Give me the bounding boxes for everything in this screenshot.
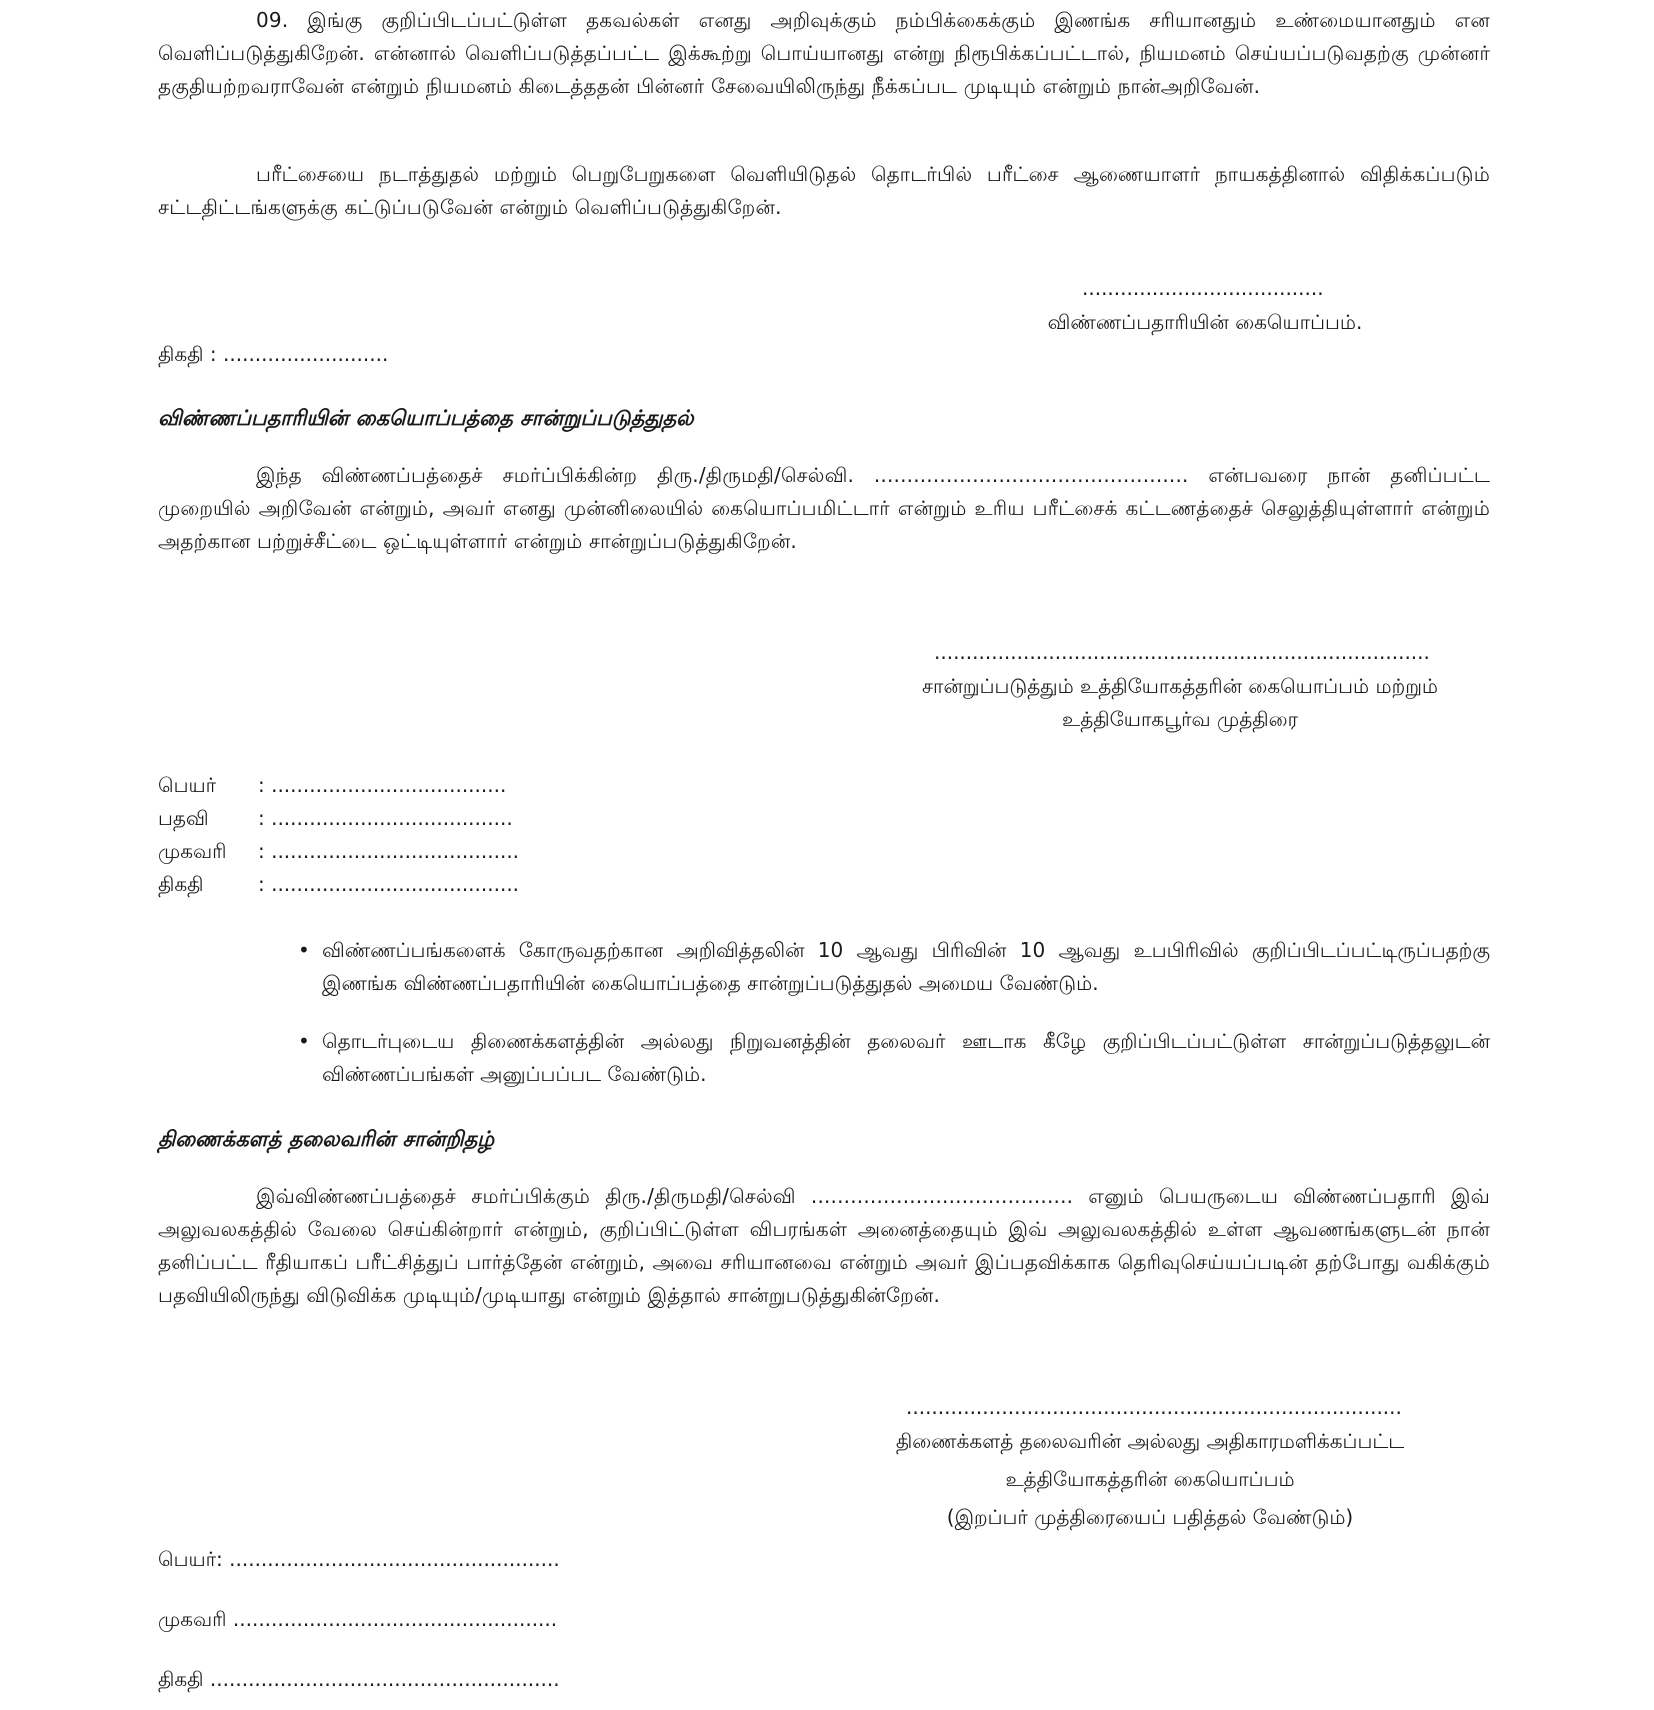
certifier-address-field: [158, 835, 519, 868]
declaration-paragraph-1: 09. இங்கு குறிப்பிடப்பட்டுள்ள தகவல்கள் எனது அறிவுக்கும் நம்பிக்கைக்கும் இணங்க சரியானதும் உண்மையானதும் என வெளிப்படுத்துகிறேன். என்னால் வெளிப்படுத்தப்பட்ட இக்கூற்று பொய்யானது என்று நிரூபிக்கப்பட்டால், நியமனம் செய்யப்படுவதற்கு முன்னர் தகுதியற்றவராவேன் என்றும் நியமனம் கிடைத்ததன் பின்னர் சேவையிலிருந்து நீக்கப்பட முடியும் என்றும் நான்அறிவேன்.: [158, 8, 1490, 98]
note-bullet-1: [298, 934, 1490, 1000]
declaration-paragraph-2: பரீட்சையை நடாத்துதல் மற்றும் பெறுபேறுகளை வெளியிடுதல் தொடர்பில் பரீட்சை ஆணையாளர் நாயகத்தினால் விதிக்கப்படும் சட்டதிட்டங்களுக்கு கட்டுப்படுவேன் என்றும் வெளிப்படுத்துகிறேன்.: [158, 162, 1490, 219]
certifier-designation-field: [158, 802, 513, 835]
certifying-officer-signature-caption-1: சான்றுப்படுத்தும் உத்தியோகத்தரின் கையொப்பம் மற்றும்: [921, 674, 1439, 698]
certifier-designation-value: : ......................................: [258, 806, 513, 830]
head-signature-caption-1: திணைக்களத் தலைவரின் அல்லது அதிகாரமளிக்கப்பட்ட: [895, 1429, 1405, 1453]
head-address-line: முகவரி ...................................................: [158, 1607, 558, 1631]
head-signature-caption-2: உத்தியோகத்தரின் கையொப்பம்: [1005, 1467, 1295, 1491]
certifying-officer-signature-line: ..............................................................................: [934, 640, 1430, 664]
applicant-signature-line: ......................................: [1082, 276, 1324, 300]
certifying-officer-signature-caption-2: உத்தியோகபூர்வ முத்திரை: [1062, 707, 1298, 731]
certifier-name-field: [158, 769, 506, 802]
rubber-stamp-note: (இறப்பர் முத்திரையைப் பதித்தல் வேண்டும்): [946, 1505, 1354, 1529]
note-bullet-1-text: விண்ணப்பங்களைக் கோருவதற்கான அறிவித்தலின் 10 ஆவது பிரிவின் 10 ஆவது உபபிரிவில் குறிப்பிடப்பட்டிருப்பதற்கு இணங்க விண்ணப்பதாரியின் கையொப்பத்தை சான்றுப்படுத்துதல் அமைய வேண்டும்.: [322, 938, 1490, 995]
applicant-signature-caption: விண்ணப்பதாரியின் கையொப்பம்.: [1047, 310, 1363, 334]
note-bullet-2-text: தொடர்புடைய திணைக்களத்தின் அல்லது நிறுவனத்தின் தலைவர் ஊடாக கீழே குறிப்பிடப்பட்டுள்ள சான்றுப்படுத்தலுடன் விண்ணப்பங்கள் அனுப்பப்பட வேண்டும்.: [322, 1029, 1490, 1086]
certifier-date-value: : .......................................: [258, 872, 520, 896]
declaration-date-line: திகதி : ..........................: [158, 342, 389, 366]
head-date-line: திகதி .......................................................: [158, 1667, 560, 1691]
certification-heading: விண்ணப்பதாரியின் கையொப்பத்தை சான்றுப்படுத்துதல்: [158, 406, 694, 430]
bullet-icon: •: [298, 1029, 310, 1053]
certifier-name-label: பெயர்: [158, 773, 217, 797]
certifier-date-field: [158, 868, 519, 901]
bullet-icon: •: [298, 938, 310, 962]
certification-paragraph: இந்த விண்ணப்பத்தைச் சமர்ப்பிக்கின்ற திரு./திருமதி/செல்வி. ................................................ என்பவரை நான் தனிப்பட்ட முறையில் அறிவேன் என்றும், அவர் எனது முன்னிலையில் கையொப்பமிட்டார் என்றும் உரிய பரீட்சைக் கட்டணத்தைச் செலுத்தியுள்ளார் என்றும் அதற்கான பற்றுச்சீட்டை ஒட்டியுள்ளார் என்றும் சான்றுப்படுத்துகிறேன்.: [158, 463, 1490, 553]
note-bullet-2: [298, 1025, 1490, 1091]
certifier-date-label: திகதி: [158, 872, 204, 896]
certifier-address-label: முகவரி: [158, 839, 227, 863]
head-signature-line: ..............................................................................: [906, 1395, 1402, 1419]
certifier-designation-label: பதவி: [158, 806, 209, 830]
certifier-name-value: : .....................................: [258, 773, 507, 797]
head-certificate-paragraph: இவ்விண்ணப்பத்தைச் சமர்ப்பிக்கும் திரு./திருமதி/செல்வி ........................................ எனும் பெயருடைய விண்ணப்பதாரி இவ் அலுவலகத்தில் வேலை செய்கின்றார் என்றும், குறிப்பிட்டுள்ள விபரங்கள் அனைத்தையும் இவ் அலுவலகத்தில் உள்ள ஆவணங்களுடன் நான் தனிப்பட்ட ரீதியாகப் பரீட்சித்துப் பார்த்தேன் என்றும், அவை சரியானவை என்றும் அவர் இப்பதவிக்காக தெரிவுசெய்யப்படின் தற்போது வகிக்கும் பதவியிலிருந்து விடுவிக்க முடியும்/முடியாது என்றும் இத்தால் சான்றுபடுத்துகின்றேன்.: [158, 1184, 1490, 1307]
head-certificate-heading: திணைக்களத் தலைவரின் சான்றிதழ்: [158, 1127, 495, 1151]
certifier-address-value: : .......................................: [258, 839, 520, 863]
head-name-line: பெயர்: ....................................................: [158, 1547, 560, 1571]
